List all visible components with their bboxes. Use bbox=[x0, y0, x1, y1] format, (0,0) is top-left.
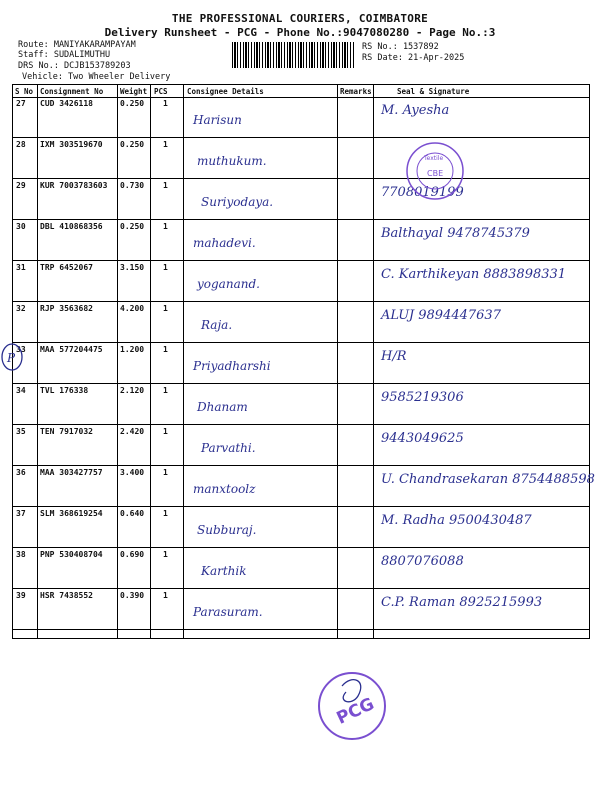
col-consignment: Consignment No bbox=[40, 87, 104, 96]
cell-sno: 34 bbox=[16, 386, 26, 395]
receiver-signature: M. Ayesha bbox=[381, 103, 450, 118]
consignee-handwriting: mahadevi. bbox=[193, 236, 256, 250]
company-round-seal bbox=[402, 138, 468, 204]
col-remarks: Remarks bbox=[340, 87, 372, 96]
table-row bbox=[13, 179, 589, 220]
table-row bbox=[13, 138, 589, 179]
cell-consignment-no: IXM 303519670 bbox=[40, 140, 103, 149]
cell-pcs: 1 bbox=[163, 304, 168, 313]
col-divider bbox=[150, 85, 151, 638]
consignee-handwriting: Raja. bbox=[201, 318, 233, 332]
receiver-signature: C.P. Raman 8925215993 bbox=[381, 595, 543, 610]
cell-pcs: 1 bbox=[163, 345, 168, 354]
receiver-signature: 9443049625 bbox=[381, 431, 464, 446]
cell-consignment-no: PNP 530408704 bbox=[40, 550, 103, 559]
consignee-handwriting: Harisun bbox=[193, 113, 242, 127]
cell-consignment-no: KUR 7003783603 bbox=[40, 181, 108, 190]
col-divider bbox=[373, 85, 374, 638]
cell-weight: 2.420 bbox=[120, 427, 145, 436]
receiver-signature: Balthayal 9478745379 bbox=[381, 226, 530, 241]
table-row bbox=[13, 302, 589, 343]
cell-pcs: 1 bbox=[163, 263, 168, 272]
receiver-signature: M. Radha 9500430487 bbox=[381, 513, 532, 528]
consignee-handwriting: Subburaj. bbox=[197, 523, 257, 537]
margin-circle-mark bbox=[0, 342, 26, 372]
col-signature: Seal & Signature bbox=[397, 87, 470, 96]
cell-sno: 28 bbox=[16, 140, 26, 149]
vehicle-text: Vehicle: Two Wheeler Delivery bbox=[22, 72, 171, 82]
pcg-stamp bbox=[312, 666, 392, 746]
rs-date-text: RS Date: 21-Apr-2025 bbox=[362, 53, 465, 63]
cell-weight: 0.730 bbox=[120, 181, 145, 190]
cell-sno: 35 bbox=[16, 427, 26, 436]
table-row bbox=[13, 425, 589, 466]
table-row bbox=[13, 261, 589, 302]
table-row bbox=[13, 507, 589, 548]
col-divider bbox=[37, 85, 38, 638]
cell-pcs: 1 bbox=[163, 181, 168, 190]
receiver-signature: H/R bbox=[381, 349, 407, 364]
cell-sno: 29 bbox=[16, 181, 26, 190]
cell-consignment-no: RJP 3563682 bbox=[40, 304, 93, 313]
cell-weight: 0.640 bbox=[120, 509, 145, 518]
margin-mark-letter: P bbox=[7, 351, 16, 365]
col-divider bbox=[117, 85, 118, 638]
cell-sno: 39 bbox=[16, 591, 26, 600]
table-row bbox=[13, 548, 589, 589]
cell-weight: 0.250 bbox=[120, 99, 145, 108]
cell-consignment-no: TRP 6452067 bbox=[40, 263, 93, 272]
company-title: THE PROFESSIONAL COURIERS, COIMBATORE bbox=[171, 12, 429, 25]
cell-weight: 1.200 bbox=[120, 345, 145, 354]
consignee-handwriting: Priyadharshi bbox=[193, 359, 271, 373]
cell-pcs: 1 bbox=[163, 386, 168, 395]
cell-sno: 33 bbox=[16, 345, 26, 354]
seal-top-text: Textile bbox=[424, 155, 444, 162]
table-row bbox=[13, 384, 589, 425]
receiver-signature: 8807076088 bbox=[381, 554, 464, 569]
receiver-signature: U. Chandrasekaran 8754488598 bbox=[381, 472, 595, 487]
cell-pcs: 1 bbox=[163, 509, 168, 518]
consignee-handwriting: manxtoolz bbox=[193, 482, 256, 496]
consignee-handwriting: Suriyodaya. bbox=[201, 195, 274, 209]
cell-weight: 0.250 bbox=[120, 222, 145, 231]
cell-sno: 27 bbox=[16, 99, 26, 108]
cell-weight: 3.400 bbox=[120, 468, 145, 477]
cell-sno: 30 bbox=[16, 222, 26, 231]
col-divider bbox=[183, 85, 184, 638]
seal-bottom-text: CBE bbox=[427, 169, 444, 178]
table-row bbox=[13, 466, 595, 507]
consignee-handwriting: yoganand. bbox=[197, 277, 260, 291]
col-weight: Weight bbox=[120, 87, 148, 96]
cell-consignment-no: MAA 577204475 bbox=[40, 345, 103, 354]
cell-consignment-no: TVL 176338 bbox=[40, 386, 89, 395]
cell-sno: 32 bbox=[16, 304, 26, 313]
cell-pcs: 1 bbox=[163, 550, 168, 559]
cell-consignment-no: DBL 410868356 bbox=[40, 222, 103, 231]
staff-text: Staff: SUDALIMUTHU bbox=[18, 50, 111, 60]
consignee-handwriting: Parasuram. bbox=[193, 605, 263, 619]
rs-no-text: RS No.: 1537892 bbox=[362, 42, 439, 52]
col-divider bbox=[337, 85, 338, 638]
cell-weight: 2.120 bbox=[120, 386, 145, 395]
cell-sno: 36 bbox=[16, 468, 26, 477]
cell-pcs: 1 bbox=[163, 140, 168, 149]
runsheet-table bbox=[12, 84, 595, 639]
runsheet-subtitle: Delivery Runsheet - PCG - Phone No.:9047080280 - Page No.:3 bbox=[104, 26, 496, 39]
receiver-signature: 7708019199 bbox=[381, 185, 464, 200]
table-row bbox=[13, 343, 589, 384]
receiver-signature: 9585219306 bbox=[381, 390, 464, 405]
stamp-text: PCG bbox=[333, 694, 378, 729]
col-sno: S No bbox=[15, 87, 34, 96]
cell-weight: 0.390 bbox=[120, 591, 145, 600]
consignee-handwriting: muthukum. bbox=[197, 154, 267, 168]
receiver-signature: C. Karthikeyan 8883898331 bbox=[381, 267, 567, 282]
cell-consignment-no: TEN 7917032 bbox=[40, 427, 93, 436]
cell-pcs: 1 bbox=[163, 591, 168, 600]
cell-consignment-no: HSR 7438552 bbox=[40, 591, 93, 600]
cell-weight: 4.200 bbox=[120, 304, 145, 313]
route-text: Route: MANIYAKARAMPAYAM bbox=[18, 40, 136, 50]
cell-consignment-no: CUD 3426118 bbox=[40, 99, 93, 108]
cell-consignment-no: SLM 368619254 bbox=[40, 509, 103, 518]
cell-weight: 0.690 bbox=[120, 550, 145, 559]
barcode bbox=[232, 42, 354, 68]
consignee-handwriting: Parvathi. bbox=[201, 441, 256, 455]
cell-pcs: 1 bbox=[163, 222, 168, 231]
cell-weight: 0.250 bbox=[120, 140, 145, 149]
cell-weight: 3.150 bbox=[120, 263, 145, 272]
consignee-handwriting: Dhanam bbox=[197, 400, 248, 414]
cell-sno: 37 bbox=[16, 509, 26, 518]
table-row bbox=[13, 220, 589, 261]
cell-sno: 31 bbox=[16, 263, 26, 272]
receiver-signature: ALUJ 9894447637 bbox=[381, 308, 501, 323]
cell-sno: 38 bbox=[16, 550, 26, 559]
table-row bbox=[13, 589, 589, 630]
consignee-handwriting: Karthik bbox=[201, 564, 247, 578]
drs-text: DRS No.: DCJB153789203 bbox=[18, 61, 131, 71]
cell-pcs: 1 bbox=[163, 99, 168, 108]
cell-consignment-no: MAA 303427757 bbox=[40, 468, 103, 477]
cell-pcs: 1 bbox=[163, 468, 168, 477]
col-pcs: PCS bbox=[154, 87, 168, 96]
col-consignee: Consignee Details bbox=[187, 87, 264, 96]
cell-pcs: 1 bbox=[163, 427, 168, 436]
table-row bbox=[13, 97, 589, 138]
